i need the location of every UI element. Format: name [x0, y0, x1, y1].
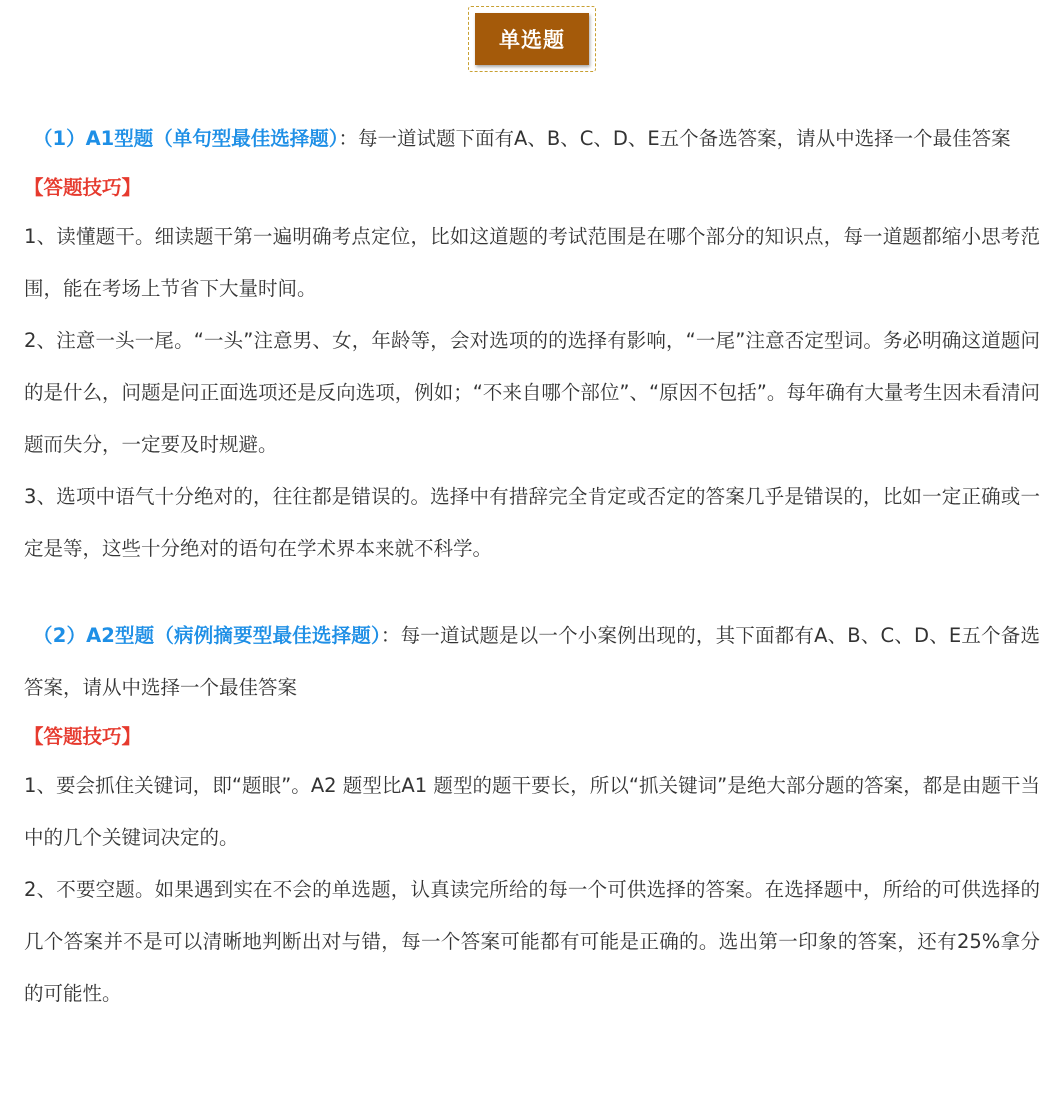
tip-title: 【答题技巧】: [24, 725, 142, 748]
section-heading: [24, 610, 1040, 714]
tip-item: 1、要会抓住关键词，即“题眼”。A2 题型比A1 题型的题干要长，所以“抓关键词”是绝大部分题的答案，都是由题干当中的几个关键词决定的。: [24, 774, 1040, 849]
tip-item: 3、选项中语气十分绝对的，往往都是错误的。选择中有措辞完全肯定或否定的答案几乎是错误的，比如一定正确或一定是等，这些十分绝对的语句在学术界本来就不科学。: [24, 485, 1040, 560]
section-label: （1）A1型题（单句型最佳选择题）: [33, 127, 339, 150]
title-frame: [468, 6, 596, 72]
section-description: 每一道试题是以一个小案例出现的，其下面都有A、B、C、D、E五个备选答案，请从中选择一个最佳答案: [24, 624, 1041, 699]
section-a2: [24, 610, 1040, 1020]
tip-item: 1、读懂题干。细读题干第一遍明确考点定位，比如这道题的考试范围是在哪个部分的知识点，每一道题都缩小思考范围，能在考场上节省下大量时间。: [24, 225, 1040, 300]
section-description: 每一道试题下面有A、B、C、D、E五个备选答案，请从中选择一个最佳答案: [358, 127, 1011, 150]
label-separator: ：: [338, 127, 358, 150]
label-separator: ：: [380, 624, 401, 647]
content-area: [24, 113, 1040, 1020]
tip-title: 【答题技巧】: [24, 176, 142, 199]
tip-item: 2、注意一头一尾。“一头”注意男、女，年龄等，会对选项的的选择有影响，“一尾”注意否定型词。务必明确这道题问的是什么，问题是问正面选项还是反向选项，例如；“不来自哪个部位”、“原因不包括”。每年确有大量考生因未看清问题而失分，一定要及时规避。: [24, 329, 1040, 456]
section-label: （2）A2型题（病例摘要型最佳选择题）: [33, 624, 381, 647]
section-heading: [24, 113, 1040, 165]
page-title: 单选题: [475, 13, 589, 65]
section-a1: [24, 113, 1040, 575]
tip-item: 2、不要空题。如果遇到实在不会的单选题，认真读完所给的每一个可供选择的答案。在选择题中，所给的可供选择的几个答案并不是可以清晰地判断出对与错，每一个答案可能都有可能是正确的。选出第一印象的答案，还有25%拿分的可能性。: [24, 878, 1040, 1005]
